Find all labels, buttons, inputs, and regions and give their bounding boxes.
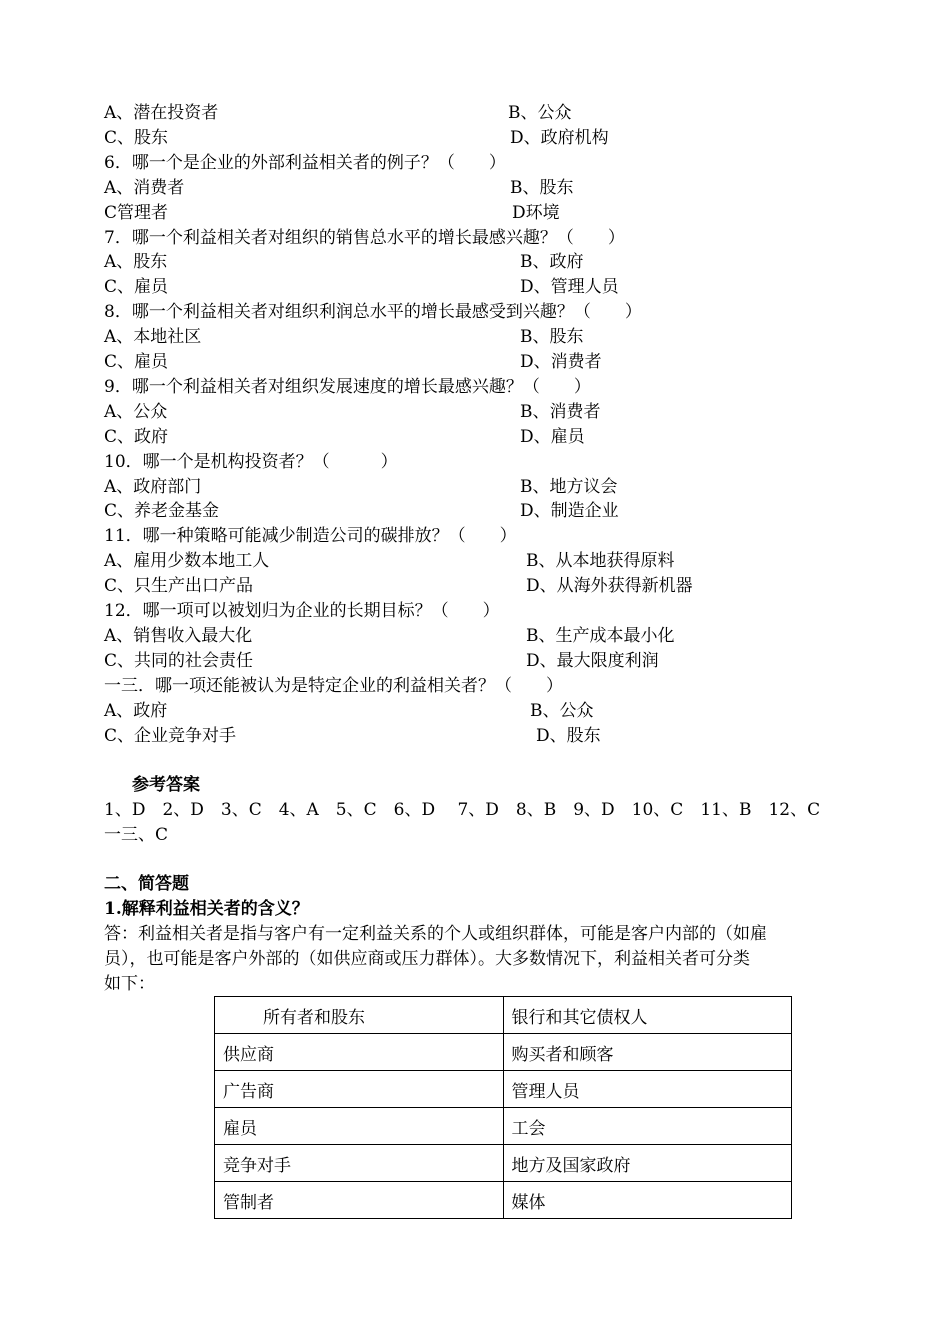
option-a: A、雇用少数本地工人	[104, 551, 270, 572]
option-a: A、公众	[104, 401, 168, 422]
option-b: D环境	[512, 202, 560, 223]
option-row	[104, 201, 560, 225]
table-row	[215, 1071, 792, 1108]
option-a: C、养老金基金	[104, 501, 220, 522]
table-cell: 银行和其它债权人	[503, 997, 792, 1034]
table-cell: 雇员	[215, 1108, 504, 1145]
option-b: B、从本地获得原料	[526, 551, 675, 572]
option-a: C、股东	[104, 127, 169, 148]
option-row	[104, 400, 601, 424]
table-cell: 工会	[503, 1108, 792, 1145]
option-b: D、政府机构	[510, 127, 609, 148]
option-a: C、雇员	[104, 352, 169, 372]
table-cell: 地方及国家政府	[503, 1145, 792, 1182]
table-row	[215, 997, 792, 1034]
table-row	[215, 1108, 792, 1145]
option-row	[104, 475, 618, 499]
option-row	[104, 250, 584, 274]
option-b: D、管理人员	[520, 277, 619, 298]
table-row	[215, 1145, 792, 1182]
short-question: 1.解释利益相关者的含义？	[104, 899, 309, 919]
option-row	[104, 574, 693, 598]
option-row	[104, 724, 601, 748]
option-b: B、消费者	[520, 401, 601, 422]
option-row	[104, 101, 572, 125]
question-text: 7．哪一个利益相关者对组织的销售总水平的增长最感兴趣？（ ）	[104, 227, 625, 248]
question-text: 10．哪一个是机构投资者？（ ）	[104, 451, 398, 472]
table-row	[215, 1182, 792, 1219]
option-a: A、消费者	[104, 177, 185, 198]
option-a: A、销售收入最大化	[104, 625, 253, 646]
option-row	[104, 699, 594, 723]
option-a: A、股东	[104, 252, 168, 273]
option-b: B、地方议会	[520, 476, 618, 497]
option-row	[104, 499, 619, 523]
option-b: B、股东	[510, 177, 574, 198]
option-row	[104, 624, 675, 648]
answers-line: 1、D 2、D 3、C 4、A 5、C 6、D 7、D 8、B 9、D 10、C 11、B 12、C	[104, 800, 821, 820]
option-a: C、企业竞争对手	[104, 725, 237, 746]
section-heading: 二、简答题	[104, 874, 189, 894]
option-a: C、政府	[104, 426, 169, 447]
option-row	[104, 126, 609, 150]
option-a: C管理者	[104, 202, 169, 223]
option-row	[104, 325, 584, 349]
option-b: B、公众	[530, 700, 594, 721]
table-cell: 购买者和顾客	[503, 1034, 792, 1071]
option-a: A、本地社区	[104, 327, 202, 348]
option-a: A、政府	[104, 700, 168, 721]
question-text: 6．哪一个是企业的外部利益相关者的例子？（ ）	[104, 152, 506, 173]
option-a: A、潜在投资者	[104, 103, 219, 123]
option-b: B、生产成本最小化	[526, 625, 675, 646]
answers-line: 一三、C	[104, 825, 169, 845]
table-cell: 所有者和股东	[215, 997, 504, 1034]
option-b: D、从海外获得新机器	[526, 576, 693, 597]
answers-heading: 参考答案	[132, 775, 200, 795]
question-text: 9．哪一个利益相关者对组织发展速度的增长最感兴趣？（ ）	[104, 376, 591, 397]
answer-text-line: 员），也可能是客户外部的（如供应商或压力群体）。大多数情况下，利益相关者可分类	[104, 948, 750, 969]
option-a: A、政府部门	[104, 476, 202, 497]
question-text: 11．哪一种策略可能减少制造公司的碳排放？（ ）	[104, 526, 517, 547]
table-cell: 广告商	[215, 1071, 504, 1108]
option-a: C、共同的社会责任	[104, 650, 254, 671]
option-b: D、雇员	[520, 426, 585, 447]
table-cell: 供应商	[215, 1034, 504, 1071]
table-cell: 竞争对手	[215, 1145, 504, 1182]
question-text: 8．哪一个利益相关者对组织利润总水平的增长最感受到兴趣？（ ）	[104, 302, 642, 323]
option-row	[104, 649, 659, 673]
option-row	[104, 275, 619, 299]
option-b: D、股东	[536, 725, 601, 746]
option-b: D、最大限度利润	[526, 650, 659, 671]
option-a: C、只生产出口产品	[104, 576, 254, 597]
option-b: B、公众	[508, 103, 572, 123]
option-row	[104, 350, 602, 374]
table-cell: 管制者	[215, 1182, 504, 1219]
question-text: 12．哪一项可以被划归为企业的长期目标？（ ）	[104, 601, 500, 621]
answer-text-line: 答：利益相关者是指与客户有一定利益关系的个人或组织群体，可能是客户内部的（如雇	[104, 924, 767, 944]
table-row	[215, 1034, 792, 1071]
option-row	[104, 549, 675, 573]
option-b: D、制造企业	[520, 501, 619, 522]
option-row	[104, 176, 574, 200]
table-cell: 管理人员	[503, 1071, 792, 1108]
option-b: D、消费者	[520, 352, 602, 372]
option-b: B、政府	[520, 252, 584, 273]
question-text: 一三．哪一项还能被认为是特定企业的利益相关者？（ ）	[104, 675, 563, 696]
answer-text-line: 如下：	[104, 973, 155, 994]
option-row	[104, 425, 585, 449]
option-b: B、股东	[520, 327, 584, 348]
table-cell: 媒体	[503, 1182, 792, 1219]
stakeholder-table	[214, 996, 792, 1219]
option-a: C、雇员	[104, 277, 169, 298]
